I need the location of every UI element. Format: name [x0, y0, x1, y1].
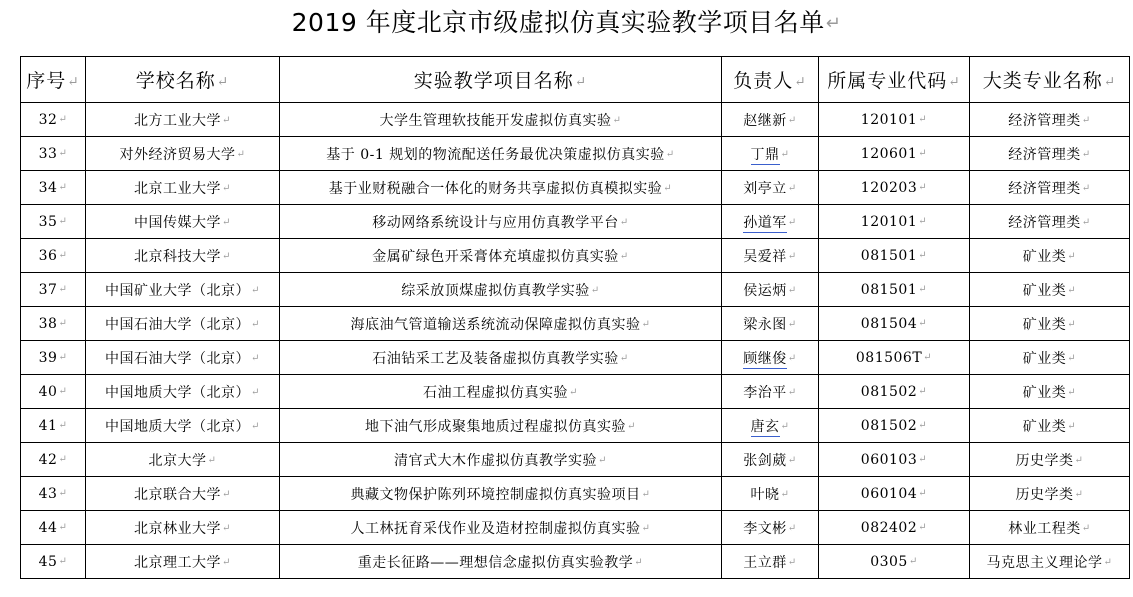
cell-text: 32	[38, 111, 58, 128]
cell-text: 40	[38, 383, 58, 400]
paragraph-mark-icon: ↵	[780, 489, 790, 500]
cell-text: 081501	[860, 247, 918, 264]
cell-text: 北京工业大学	[134, 180, 222, 197]
paragraph-mark-icon: ↵	[58, 250, 68, 261]
cell-text: 0305	[870, 553, 908, 570]
cell-school	[86, 477, 280, 511]
cell-school	[86, 545, 280, 579]
cell-text: 081504	[860, 315, 918, 332]
cell-school	[86, 341, 280, 375]
cell-index	[21, 273, 86, 307]
cell-text: 矿业类	[1022, 248, 1067, 265]
cell-category	[970, 103, 1130, 137]
cell-text: 典藏文物保护陈列环境控制虚拟仿真实验项目	[350, 486, 641, 503]
cell-text: 李治平	[743, 384, 787, 401]
cell-school	[86, 307, 280, 341]
cell-code	[819, 375, 970, 409]
cell-school	[86, 443, 280, 477]
cell-lead	[722, 307, 819, 341]
cell-text: 060104	[860, 485, 918, 502]
cell-school	[86, 205, 280, 239]
cell-code	[819, 205, 970, 239]
cell-code	[819, 307, 970, 341]
cell-category	[970, 239, 1130, 273]
paragraph-mark-icon: ↵	[1074, 489, 1084, 500]
cell-project	[280, 239, 722, 273]
cell-text: 中国传媒大学	[134, 214, 222, 231]
paragraph-mark-icon: ↵	[918, 284, 928, 295]
cell-text: 历史学类	[1015, 486, 1074, 503]
cell-school	[86, 239, 280, 273]
paragraph-mark-icon: ↵	[58, 148, 68, 159]
cell-text: 44	[38, 519, 58, 536]
table-row	[21, 171, 1130, 205]
cell-text: 43	[38, 485, 58, 502]
paragraph-mark-icon: ↵	[918, 420, 928, 431]
cell-text: 北京理工大学	[134, 554, 222, 571]
cell-text: 对外经济贸易大学	[119, 146, 236, 163]
paragraph-mark-icon: ↵	[918, 148, 928, 159]
cell-project	[280, 443, 722, 477]
header-label: 序号	[26, 70, 67, 92]
paragraph-mark-icon: ↵	[58, 216, 68, 227]
table-row	[21, 375, 1130, 409]
cell-school	[86, 409, 280, 443]
table-body	[21, 103, 1130, 579]
cell-text: 矿业类	[1022, 282, 1067, 299]
paragraph-mark-icon: ↵	[222, 217, 231, 228]
cell-text: 北方工业大学	[134, 112, 222, 129]
cell-text: 120601	[860, 145, 918, 162]
cell-code	[819, 341, 970, 375]
table-header-row	[21, 57, 1130, 103]
cell-text: 120101	[860, 111, 918, 128]
cell-text: 顾继俊	[743, 350, 787, 367]
paragraph-mark-icon: ↵	[918, 216, 928, 227]
paragraph-mark-icon: ↵	[58, 454, 68, 465]
paragraph-mark-icon: ↵	[1081, 217, 1091, 228]
paragraph-mark-icon: ↵	[222, 523, 231, 534]
header-label: 实验教学项目名称	[413, 70, 574, 92]
paragraph-mark-icon: ↵	[619, 353, 629, 364]
next-page-edge	[20, 591, 1129, 597]
cell-text: 36	[38, 247, 58, 264]
paragraph-mark-icon: ↵	[1067, 251, 1077, 262]
cell-code	[819, 103, 970, 137]
cell-text: 38	[38, 315, 58, 332]
cell-code	[819, 273, 970, 307]
paragraph-mark-icon: ↵	[207, 455, 217, 466]
cell-text: 082402	[860, 519, 918, 536]
cell-school	[86, 103, 280, 137]
cell-project	[280, 171, 722, 205]
cell-category	[970, 511, 1130, 545]
paragraph-mark-icon: ↵	[58, 556, 68, 567]
paragraph-mark-icon: ↵	[251, 421, 260, 432]
cell-index	[21, 477, 86, 511]
cell-text: 矿业类	[1022, 350, 1067, 367]
paragraph-mark-icon: ↵	[58, 318, 68, 329]
cell-lead	[722, 443, 819, 477]
paragraph-mark-icon: ↵	[787, 353, 797, 364]
cell-text: 经济管理类	[1008, 214, 1081, 231]
header-code	[819, 57, 970, 103]
cell-code	[819, 137, 970, 171]
paragraph-mark-icon: ↵	[787, 285, 797, 296]
paragraph-mark-icon: ↵	[627, 421, 636, 432]
cell-text: 中国石油大学（北京）	[105, 316, 251, 333]
paragraph-mark-icon: ↵	[923, 352, 933, 363]
paragraph-mark-icon: ↵	[67, 74, 80, 90]
cell-index	[21, 341, 86, 375]
cell-text: 33	[38, 145, 58, 162]
cell-text: 北京林业大学	[134, 520, 222, 537]
paragraph-mark-icon: ↵	[222, 489, 231, 500]
cell-text: 081506T	[855, 349, 923, 366]
header-label: 负责人	[733, 70, 794, 92]
cell-text: 张剑葳	[743, 452, 787, 469]
cell-text: 39	[38, 349, 58, 366]
paragraph-mark-icon: ↵	[825, 13, 842, 34]
paragraph-mark-icon: ↵	[569, 387, 578, 398]
table-row	[21, 443, 1130, 477]
cell-text: 石油钻采工艺及装备虚拟仿真教学实验	[372, 350, 619, 367]
paragraph-mark-icon: ↵	[251, 285, 260, 296]
cell-project	[280, 205, 722, 239]
cell-project	[280, 307, 722, 341]
cell-project	[280, 477, 722, 511]
cell-school	[86, 273, 280, 307]
table-row	[21, 205, 1130, 239]
cell-category	[970, 477, 1130, 511]
paragraph-mark-icon: ↵	[787, 557, 797, 568]
table-row	[21, 137, 1130, 171]
cell-text: 吴爱祥	[743, 248, 787, 265]
cell-index	[21, 205, 86, 239]
cell-category	[970, 409, 1130, 443]
paragraph-mark-icon: ↵	[918, 250, 928, 261]
header-lead	[722, 57, 819, 103]
paragraph-mark-icon: ↵	[236, 149, 246, 160]
paragraph-mark-icon: ↵	[58, 386, 68, 397]
cell-text: 中国石油大学（北京）	[105, 350, 251, 367]
cell-text: 34	[38, 179, 58, 196]
cell-text: 北京科技大学	[134, 248, 222, 265]
paragraph-mark-icon: ↵	[787, 251, 797, 262]
paragraph-mark-icon: ↵	[634, 557, 644, 568]
cell-text: 北京大学	[148, 452, 207, 469]
header-school	[86, 57, 280, 103]
paragraph-mark-icon: ↵	[1103, 74, 1117, 90]
paragraph-mark-icon: ↵	[251, 319, 260, 330]
cell-category	[970, 307, 1130, 341]
cell-text: 移动网络系统设计与应用仿真教学平台	[372, 214, 619, 231]
cell-project	[280, 409, 722, 443]
header-category	[970, 57, 1130, 103]
cell-text: 经济管理类	[1008, 180, 1081, 197]
paragraph-mark-icon: ↵	[787, 217, 797, 228]
cell-text: 侯运炳	[743, 282, 787, 299]
cell-index	[21, 545, 86, 579]
cell-text: 经济管理类	[1008, 146, 1081, 163]
cell-index	[21, 511, 86, 545]
paragraph-mark-icon: ↵	[612, 115, 622, 126]
cell-text: 35	[38, 213, 58, 230]
project-list-table	[20, 56, 1130, 579]
cell-project	[280, 273, 722, 307]
cell-lead	[722, 137, 819, 171]
cell-index	[21, 409, 86, 443]
paragraph-mark-icon: ↵	[918, 114, 928, 125]
paragraph-mark-icon: ↵	[251, 387, 260, 398]
cell-lead	[722, 273, 819, 307]
cell-lead	[722, 171, 819, 205]
cell-lead	[722, 375, 819, 409]
cell-project	[280, 375, 722, 409]
paragraph-mark-icon: ↵	[948, 74, 961, 90]
paragraph-mark-icon: ↵	[787, 319, 797, 330]
paragraph-mark-icon: ↵	[641, 489, 651, 500]
cell-text: 45	[38, 553, 58, 570]
paragraph-mark-icon: ↵	[787, 455, 797, 466]
document-title	[0, 4, 1133, 43]
cell-text: 基于业财税融合一体化的财务共享虚拟仿真模拟实验	[328, 180, 663, 197]
cell-text: 李文彬	[743, 520, 787, 537]
cell-code	[819, 477, 970, 511]
paragraph-mark-icon: ↵	[780, 149, 790, 160]
cell-text: 林业工程类	[1008, 520, 1081, 537]
cell-index	[21, 239, 86, 273]
cell-code	[819, 409, 970, 443]
cell-code	[819, 443, 970, 477]
paragraph-mark-icon: ↵	[1081, 183, 1091, 194]
table-row	[21, 409, 1130, 443]
cell-school	[86, 171, 280, 205]
paragraph-mark-icon: ↵	[216, 74, 230, 90]
paragraph-mark-icon: ↵	[58, 352, 68, 363]
header-label: 所属专业代码	[827, 70, 948, 92]
cell-index	[21, 171, 86, 205]
paragraph-mark-icon: ↵	[641, 319, 651, 330]
cell-lead	[722, 511, 819, 545]
paragraph-mark-icon: ↵	[663, 183, 673, 194]
cell-text: 王立群	[743, 554, 787, 571]
cell-category	[970, 341, 1130, 375]
cell-text: 经济管理类	[1008, 112, 1081, 129]
cell-lead	[722, 477, 819, 511]
cell-code	[819, 171, 970, 205]
cell-text: 唐玄	[750, 418, 780, 435]
paragraph-mark-icon: ↵	[641, 523, 651, 534]
cell-project	[280, 137, 722, 171]
cell-lead	[722, 103, 819, 137]
paragraph-mark-icon: ↵	[590, 285, 600, 296]
paragraph-mark-icon: ↵	[1074, 455, 1084, 466]
table-row	[21, 511, 1130, 545]
cell-index	[21, 307, 86, 341]
paragraph-mark-icon: ↵	[1067, 387, 1077, 398]
paragraph-mark-icon: ↵	[1067, 421, 1077, 432]
cell-text: 060103	[860, 451, 918, 468]
cell-text: 081501	[860, 281, 918, 298]
cell-text: 矿业类	[1022, 316, 1067, 333]
paragraph-mark-icon: ↵	[918, 318, 928, 329]
table-row	[21, 477, 1130, 511]
cell-text: 马克思主义理论学	[986, 554, 1103, 571]
cell-text: 42	[38, 451, 58, 468]
cell-index	[21, 443, 86, 477]
paragraph-mark-icon: ↵	[918, 386, 928, 397]
cell-text: 人工林抚育采伐作业及造材控制虚拟仿真实验	[350, 520, 641, 537]
cell-code	[819, 545, 970, 579]
cell-lead	[722, 239, 819, 273]
cell-category	[970, 137, 1130, 171]
cell-text: 基于 0-1 规划的物流配送任务最优决策虚拟仿真实验	[326, 146, 665, 163]
cell-school	[86, 375, 280, 409]
cell-project	[280, 545, 722, 579]
paragraph-mark-icon: ↵	[222, 115, 231, 126]
paragraph-mark-icon: ↵	[780, 421, 790, 432]
table-row	[21, 545, 1130, 579]
cell-code	[819, 239, 970, 273]
cell-text: 矿业类	[1022, 418, 1067, 435]
table-row	[21, 239, 1130, 273]
paragraph-mark-icon: ↵	[908, 556, 918, 567]
cell-category	[970, 375, 1130, 409]
cell-text: 赵继新	[743, 112, 787, 129]
cell-text: 重走长征路——理想信念虚拟仿真实验教学	[357, 554, 634, 571]
table-row	[21, 273, 1130, 307]
cell-index	[21, 137, 86, 171]
cell-text: 中国地质大学（北京）	[105, 418, 251, 435]
cell-text: 石油工程虚拟仿真实验	[423, 384, 569, 401]
paragraph-mark-icon: ↵	[787, 183, 797, 194]
cell-text: 历史学类	[1015, 452, 1074, 469]
cell-category	[970, 545, 1130, 579]
cell-category	[970, 171, 1130, 205]
paragraph-mark-icon: ↵	[787, 387, 797, 398]
paragraph-mark-icon: ↵	[1067, 319, 1077, 330]
paragraph-mark-icon: ↵	[1081, 523, 1091, 534]
paragraph-mark-icon: ↵	[58, 114, 68, 125]
paragraph-mark-icon: ↵	[251, 353, 260, 364]
paragraph-mark-icon: ↵	[794, 74, 807, 90]
cell-text: 37	[38, 281, 58, 298]
cell-text: 120203	[860, 179, 918, 196]
cell-text: 孙道军	[743, 214, 787, 231]
paragraph-mark-icon: ↵	[619, 251, 629, 262]
cell-text: 丁鼎	[750, 146, 780, 163]
cell-text: 刘亭立	[743, 180, 787, 197]
cell-text: 41	[38, 417, 58, 434]
paragraph-mark-icon: ↵	[1067, 285, 1077, 296]
paragraph-mark-icon: ↵	[665, 149, 675, 160]
cell-text: 矿业类	[1022, 384, 1067, 401]
paragraph-mark-icon: ↵	[1081, 115, 1091, 126]
cell-school	[86, 511, 280, 545]
cell-text: 清官式大木作虚拟仿真教学实验	[394, 452, 598, 469]
cell-category	[970, 205, 1130, 239]
paragraph-mark-icon: ↵	[918, 522, 928, 533]
paragraph-mark-icon: ↵	[58, 522, 68, 533]
cell-text: 中国地质大学（北京）	[105, 384, 251, 401]
cell-lead	[722, 341, 819, 375]
cell-project	[280, 511, 722, 545]
cell-index	[21, 103, 86, 137]
cell-lead	[722, 409, 819, 443]
cell-index	[21, 375, 86, 409]
paragraph-mark-icon: ↵	[1081, 149, 1091, 160]
title-text: 2019 年度北京市级虚拟仿真实验教学项目名单	[291, 8, 825, 37]
cell-text: 叶晓	[750, 486, 780, 503]
paragraph-mark-icon: ↵	[58, 488, 68, 499]
paragraph-mark-icon: ↵	[787, 523, 797, 534]
cell-category	[970, 443, 1130, 477]
paragraph-mark-icon: ↵	[918, 488, 928, 499]
paragraph-mark-icon: ↵	[574, 74, 588, 90]
paragraph-mark-icon: ↵	[58, 182, 68, 193]
cell-text: 梁永图	[743, 316, 787, 333]
cell-text: 海底油气管道输送系统流动保障虚拟仿真实验	[350, 316, 641, 333]
paragraph-mark-icon: ↵	[598, 455, 607, 466]
cell-text: 081502	[860, 417, 918, 434]
table-row	[21, 341, 1130, 375]
paragraph-mark-icon: ↵	[619, 217, 629, 228]
header-label: 学校名称	[135, 70, 216, 92]
cell-text: 120101	[860, 213, 918, 230]
cell-text: 081502	[860, 383, 918, 400]
paragraph-mark-icon: ↵	[918, 454, 928, 465]
cell-category	[970, 273, 1130, 307]
paragraph-mark-icon: ↵	[1103, 557, 1113, 568]
cell-text: 金属矿绿色开采膏体充填虚拟仿真实验	[372, 248, 619, 265]
cell-lead	[722, 545, 819, 579]
paragraph-mark-icon: ↵	[58, 420, 68, 431]
header-label: 大类专业名称	[982, 70, 1103, 92]
paragraph-mark-icon: ↵	[222, 183, 231, 194]
header-project	[280, 57, 722, 103]
paragraph-mark-icon: ↵	[787, 115, 797, 126]
cell-text: 综采放顶煤虚拟仿真教学实验	[401, 282, 590, 299]
cell-text: 中国矿业大学（北京）	[105, 282, 251, 299]
paragraph-mark-icon: ↵	[222, 557, 231, 568]
table-row	[21, 307, 1130, 341]
paragraph-mark-icon: ↵	[58, 284, 68, 295]
cell-school	[86, 137, 280, 171]
paragraph-mark-icon: ↵	[222, 251, 231, 262]
cell-code	[819, 511, 970, 545]
cell-project	[280, 103, 722, 137]
table-row	[21, 103, 1130, 137]
paragraph-mark-icon: ↵	[1067, 353, 1077, 364]
cell-lead	[722, 205, 819, 239]
cell-text: 地下油气形成聚集地质过程虚拟仿真实验	[365, 418, 627, 435]
header-index	[21, 57, 86, 103]
cell-project	[280, 341, 722, 375]
paragraph-mark-icon: ↵	[918, 182, 928, 193]
cell-text: 大学生管理软技能开发虚拟仿真实验	[379, 112, 612, 129]
cell-text: 北京联合大学	[134, 486, 222, 503]
